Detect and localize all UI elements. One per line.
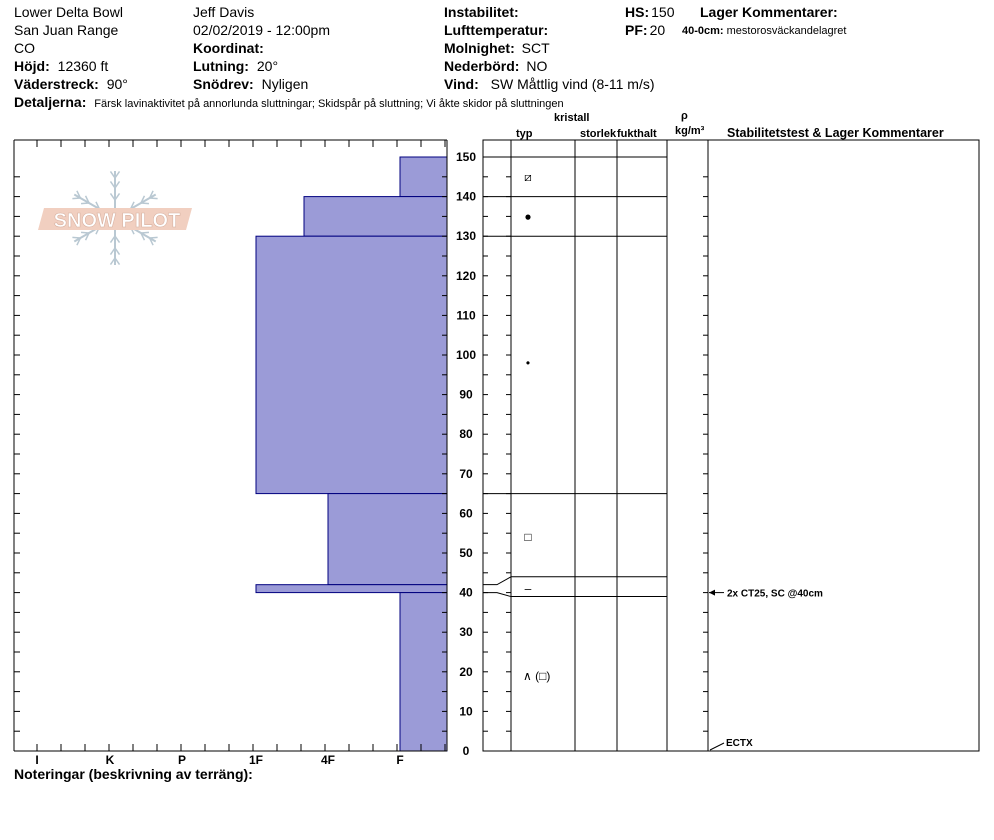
- observer-name: Jeff Davis: [193, 4, 255, 20]
- depth-tick-label: 110: [456, 308, 476, 323]
- layer-comment-depth: 40-0cm:: [682, 25, 724, 37]
- slope-label: Lutning:: [193, 58, 249, 74]
- snowflake-branch: [150, 237, 158, 238]
- grain-symbol: ⧄: [524, 169, 532, 184]
- grain-symbol: ●: [524, 209, 532, 224]
- hs-label: HS:: [625, 4, 650, 20]
- snowflake-branch: [81, 232, 89, 233]
- stability-tests: [709, 589, 823, 750]
- hardness-layers: [256, 157, 447, 751]
- cloud-value: SCT: [521, 40, 550, 56]
- hardness-tick-label: 4F: [320, 753, 336, 767]
- elevation-label: Höjd:: [14, 58, 50, 74]
- precip-value: NO: [526, 58, 548, 74]
- snowflake-branch: [72, 198, 80, 199]
- hardness-tick-label: K: [105, 753, 115, 767]
- depth-tick-label: 120: [455, 268, 477, 283]
- coordinate-label: Koordinat:: [193, 40, 264, 56]
- aspect-label: Väderstreck:: [14, 76, 99, 92]
- depth-tick-label: 40: [459, 585, 473, 600]
- col-density-unit: kg/m³: [675, 125, 705, 137]
- depth-tick-label: 150: [455, 150, 477, 164]
- drift-value: Nyligen: [261, 76, 309, 92]
- hardness-tick-label: P: [177, 753, 187, 767]
- observation-datetime: 02/02/2019 - 12:00pm: [193, 22, 330, 38]
- snowflake-branch: [81, 203, 89, 204]
- col-stability-header: Stabilitetstest & Lager Kommentarer: [727, 126, 944, 140]
- snowflake-branch: [72, 237, 80, 238]
- hardness-layer-5: [400, 593, 447, 751]
- snowflake-branch: [141, 232, 149, 233]
- details-value: Färsk lavinaktivitet på annorlunda sluttningar; Skidspår på sluttning; Vi åkte skidor på sluttningen: [94, 98, 564, 110]
- hardness-layer-4: [256, 585, 447, 593]
- instability-label: Instabilitet:: [444, 4, 519, 20]
- table-border: [483, 140, 979, 751]
- slope-value: 20°: [256, 58, 279, 74]
- pf-label: PF:: [625, 22, 648, 38]
- col-rho-header: ρ: [681, 110, 688, 122]
- depth-tick-label: 130: [455, 229, 477, 244]
- grain-symbols: [523, 170, 550, 683]
- state: CO: [14, 40, 35, 56]
- hardness-layer-1: [304, 197, 447, 237]
- col-crystal-header: kristall: [554, 112, 590, 124]
- hardness-layer-3: [328, 494, 447, 585]
- details-label: Detaljerna:: [14, 94, 87, 110]
- depth-tick-label: 80: [459, 427, 473, 442]
- snowpilot-logo: [38, 171, 192, 265]
- elevation-value: 12360 ft: [57, 58, 109, 74]
- depth-tick-label: 90: [459, 387, 473, 402]
- stability-test-label: ECTX: [726, 738, 753, 749]
- hardness-tick-label: I: [35, 753, 39, 767]
- hs-value: 150: [651, 4, 675, 20]
- depth-tick-label: 20: [459, 664, 473, 679]
- aspect-value: 90°: [106, 76, 128, 92]
- cloud-label: Molnighet:: [444, 40, 515, 56]
- hardness-layer-2: [256, 236, 447, 493]
- precip-label: Nederbörd:: [444, 58, 520, 74]
- hardness-layer-0: [400, 157, 447, 197]
- layer-comment-text: mestorosväckandelagret: [726, 25, 847, 37]
- drift-label: Snödrev:: [193, 76, 254, 92]
- notes-label: Noteringar (beskrivning av terräng):: [14, 766, 253, 782]
- layer-connector: [483, 577, 511, 585]
- stability-test-label: 2x CT25, SC @40cm: [727, 588, 823, 600]
- stability-test-arrow: [710, 743, 724, 750]
- logo-text: SNOW PILOT: [53, 210, 181, 232]
- depth-tick-label: 10: [459, 704, 473, 719]
- depth-tick-label: 140: [455, 189, 477, 204]
- hardness-tick-label: 1F: [248, 753, 264, 767]
- snowflake-branch: [150, 198, 158, 199]
- air-temperature-label: Lufttemperatur:: [444, 22, 549, 38]
- depth-tick-label: 30: [459, 625, 473, 640]
- location-name: Lower Delta Bowl: [14, 4, 123, 20]
- layer-comments-label: Lager Kommentarer:: [700, 4, 838, 20]
- grain-symbol: –: [524, 581, 532, 596]
- grain-symbol: •: [525, 355, 531, 370]
- pf-value: 20: [649, 22, 666, 38]
- depth-tick-label: 100: [455, 348, 477, 362]
- col-size-header: storlek: [580, 128, 617, 140]
- snowflake-branch: [141, 203, 149, 204]
- wind-label: Vind:: [444, 76, 479, 92]
- grain-symbol: ∧ (□): [523, 668, 551, 683]
- layer-table: [483, 140, 979, 751]
- mountain-range: San Juan Range: [14, 22, 119, 38]
- hardness-tick-label: F: [396, 753, 404, 767]
- depth-axis: [456, 150, 476, 758]
- wind-value: SW Måttlig vind (8-11 m/s): [490, 76, 655, 92]
- col-type-header: typ: [516, 128, 533, 140]
- depth-tick-label: 50: [459, 546, 473, 560]
- depth-tick-label: 0: [462, 744, 470, 758]
- grain-symbol: □: [524, 530, 532, 545]
- depth-tick-label: 60: [459, 506, 473, 521]
- col-moisture-header: fukthalt: [617, 128, 657, 140]
- layer-connector: [483, 593, 511, 597]
- stability-test-arrowhead: [709, 590, 715, 596]
- depth-tick-label: 70: [459, 466, 473, 481]
